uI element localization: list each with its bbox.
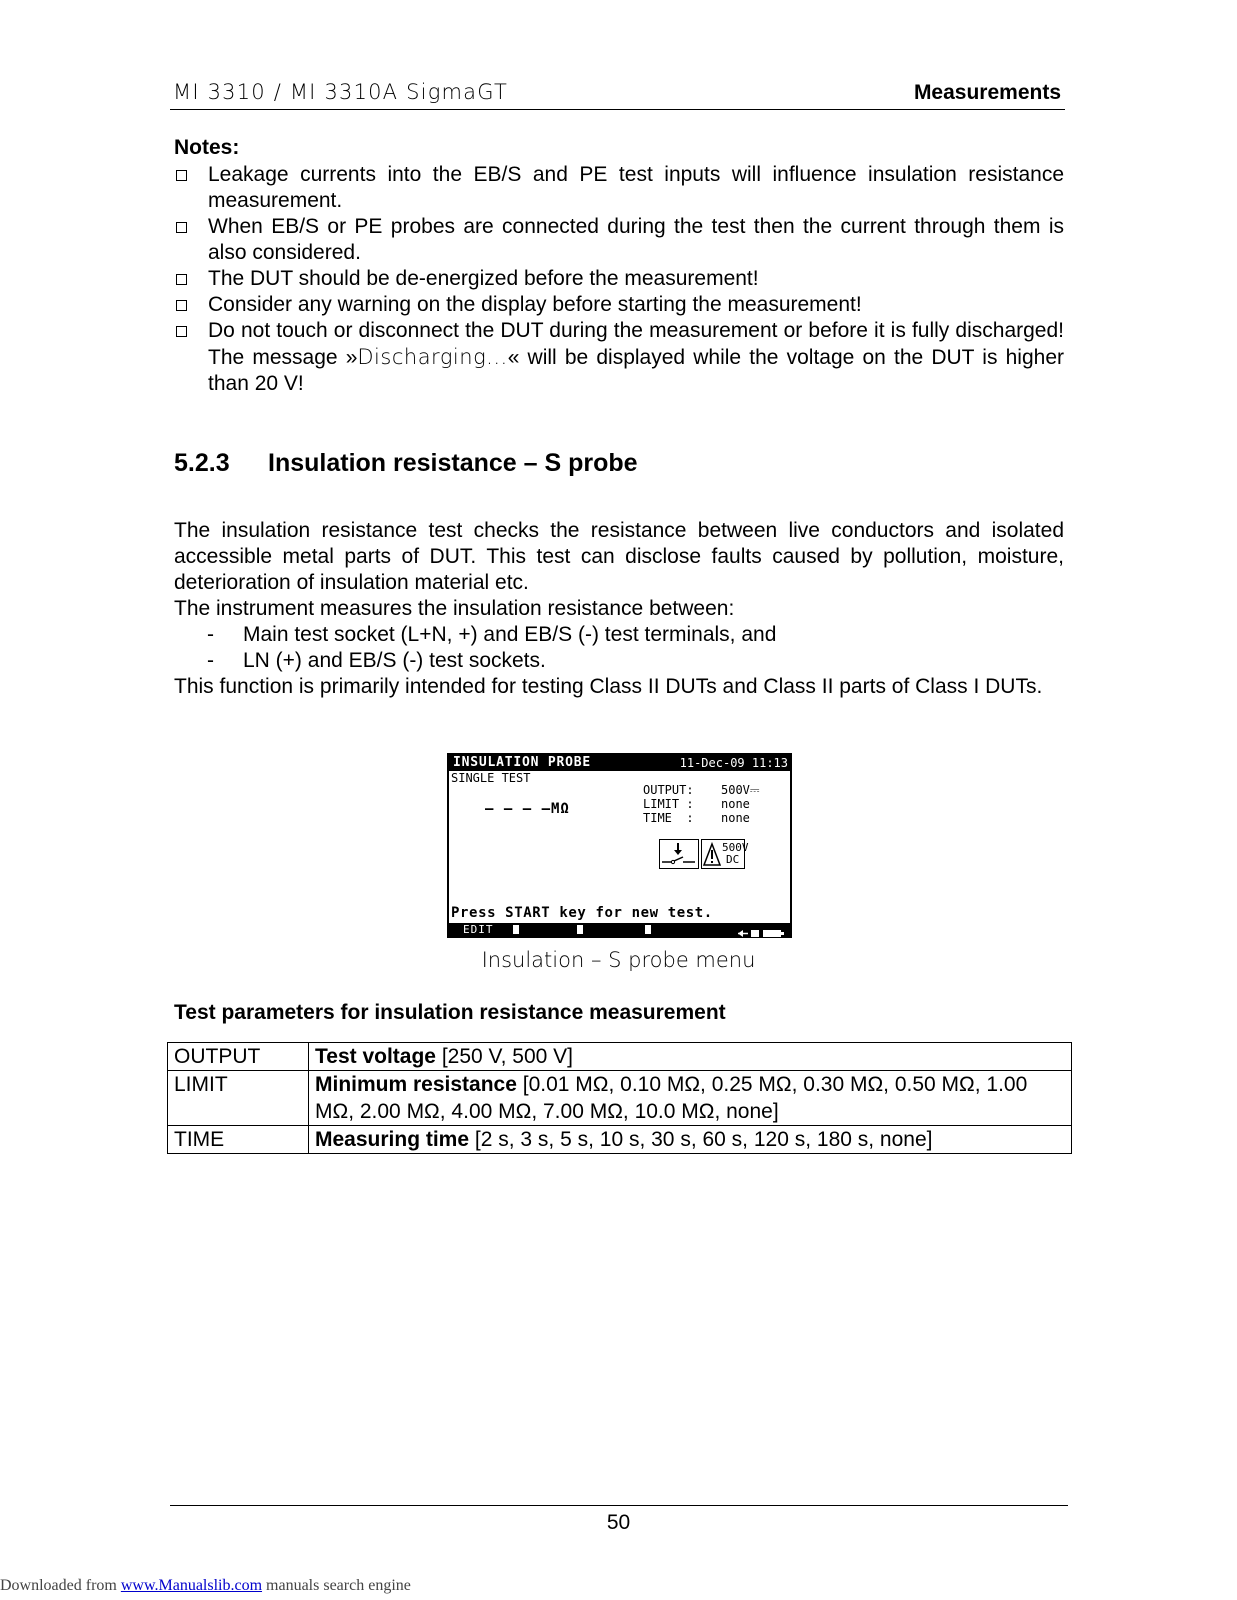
intro-paragraph: The instrument measures the insulation resistance between:: [174, 597, 735, 620]
footer-rule: [170, 1505, 1068, 1506]
checkbox-bullet-icon: [176, 300, 187, 311]
high-voltage-warning-icon: [701, 839, 749, 869]
note-item: [174, 318, 1064, 397]
table-title: Test parameters for insulation resistance measurement: [174, 1001, 726, 1024]
checkbox-bullet-icon: [176, 326, 187, 337]
header-chapter-title: Measurements: [913, 81, 1061, 104]
note-text: « will be displayed while the voltage on the DUT is higher than 20 V!: [208, 346, 1064, 395]
note-text: Consider any warning on the display before starting the measurement!: [208, 293, 862, 316]
screen-press-start-text: Press START key for new test.: [451, 905, 713, 921]
note-item: [174, 214, 1064, 266]
discharging-message: Discharging...: [357, 345, 508, 369]
notes-list: [174, 162, 1064, 397]
intro-text: [174, 518, 1064, 700]
screen-param-limit: LIMIT :: [643, 797, 694, 811]
note-text: When EB/S or PE probes are connected during the test then the current through them is also considered.: [208, 215, 1064, 264]
note-item: [174, 266, 1064, 292]
param-description: Test voltage [250 V, 500 V]: [309, 1043, 1072, 1071]
screen-param-output-value: 500V⎓: [721, 783, 760, 797]
screen-title-bar: [449, 755, 790, 771]
section-number: 5.2.3: [174, 449, 230, 477]
header-manual-title: MI 3310 / MI 3310A SigmaGT: [173, 80, 508, 104]
manualslib-link[interactable]: www.Manualslib.com: [120, 1577, 263, 1594]
note-text: Do not touch or disconnect the DUT during the measurement or before it is fully discharged! The message »: [208, 319, 1064, 369]
probe-connection-icon: [659, 839, 699, 869]
softkey-separator: [513, 925, 519, 934]
param-description: Measuring time [2 s, 3 s, 5 s, 10 s, 30 s, 60 s, 120 s, 180 s, none]: [309, 1126, 1072, 1154]
screen-battery-plug-icon: [735, 924, 787, 943]
dash-item: - LN (+) and EB/S (-) test sockets.: [207, 649, 546, 672]
checkbox-bullet-icon: [176, 274, 187, 285]
checkbox-bullet-icon: [176, 222, 187, 233]
warning-voltage-label: 500V: [722, 841, 749, 854]
table-row: [168, 1043, 1072, 1071]
param-description: Minimum resistance [0.01 MΩ, 0.10 MΩ, 0.25 MΩ, 0.30 MΩ, 0.50 MΩ, 1.00 MΩ, 2.00 MΩ, 4.00 MΩ, 7.00 MΩ, 10.0 MΩ, none]: [309, 1071, 1072, 1126]
note-text: The DUT should be de-energized before the measurement!: [208, 267, 759, 290]
intro-paragraph: The insulation resistance test checks the resistance between live conductors and isolated accessible metal parts of DUT. This test can disclose faults caused by pollution, moisture, deterioration of insulation material etc.: [174, 519, 1064, 594]
table-row: [168, 1071, 1072, 1126]
parameters-table: [167, 1042, 1072, 1154]
dash-item-text: LN (+) and EB/S (-) test sockets.: [243, 649, 546, 672]
screen-title: INSULATION PROBE: [453, 755, 592, 770]
intro-paragraph: This function is primarily intended for testing Class II DUTs and Class II parts of Class I DUTs.: [174, 675, 1043, 698]
param-name: TIME: [168, 1126, 309, 1154]
section-title: Insulation resistance – S probe: [268, 449, 638, 477]
page-number: 50: [606, 1511, 631, 1534]
note-item: [174, 162, 1064, 214]
figure-caption: Insulation – S probe menu: [481, 948, 756, 972]
softkey-separator: [645, 925, 651, 934]
param-name: LIMIT: [168, 1071, 309, 1126]
screen-param-output: OUTPUT:: [643, 783, 694, 797]
download-prefix: Downloaded from: [0, 1577, 121, 1594]
dash-item: - Main test socket (L+N, +) and EB/S (-) test terminals, and: [207, 623, 777, 646]
screen-param-time-value: none: [721, 811, 750, 825]
note-text: Leakage currents into the EB/S and PE test inputs will influence insulation resistance measurement.: [208, 163, 1064, 212]
download-footer: [0, 1577, 411, 1595]
notes-title: Notes:: [174, 136, 240, 159]
note-item: [174, 292, 1064, 318]
table-row: [168, 1126, 1072, 1154]
softkey-separator: [577, 925, 583, 934]
screen-datetime: 11-Dec-09 11:13: [679, 756, 788, 770]
param-name: OUTPUT: [168, 1043, 309, 1071]
screen-edit-softkey: EDIT: [463, 923, 494, 936]
screen-param-limit-value: none: [721, 797, 750, 811]
dash-item-text: Main test socket (L+N, +) and EB/S (-) test terminals, and: [243, 623, 777, 646]
header-rule: [170, 109, 1065, 110]
section-heading: [174, 449, 638, 478]
instrument-screen: [447, 753, 792, 938]
screen-param-time: TIME :: [643, 811, 694, 825]
screen-mode: SINGLE TEST: [451, 771, 531, 785]
checkbox-bullet-icon: [176, 170, 187, 181]
download-suffix: manuals search engine: [262, 1577, 411, 1594]
screen-result: — — — —MΩ: [485, 801, 570, 817]
warning-dc-label: DC: [726, 853, 740, 866]
